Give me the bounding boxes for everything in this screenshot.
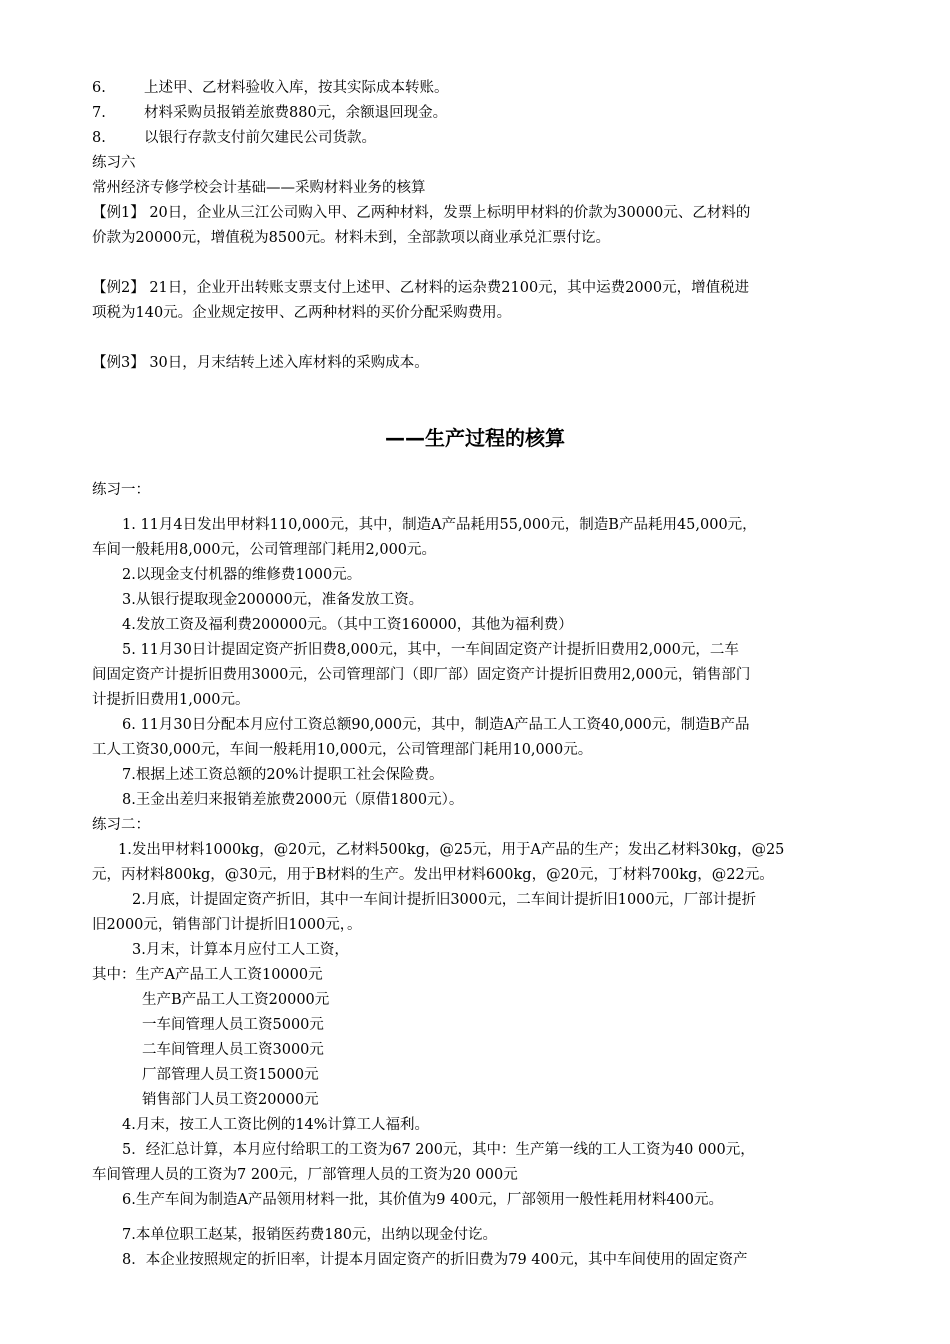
practice-1-line: 工人工资30,000元，车间一般耗用10,000元，公司管理部门耗用10,000元。 <box>92 742 593 758</box>
practice-1-line: 间固定资产计提折旧费用3000元，公司管理部门（即厂部）固定资产计提折旧费用2,000元，销售部门 <box>92 667 751 683</box>
example-2-line-1: 【例2】 21日，企业开出转账支票支付上述甲、乙材料的运杂费2100元，其中运费2000元，增值税进 <box>92 280 750 296</box>
example-1-line-2: 价款为20000元，增值税为8500元。材料未到，全部款项以商业承兑汇票付讫。 <box>92 230 611 246</box>
list-item <box>92 128 376 148</box>
exercise-subtitle: 常州经济专修学校会计基础——采购材料业务的核算 <box>92 180 426 196</box>
practice-2-line: 一车间管理人员工资5000元 <box>142 1017 324 1033</box>
practice-1-line: 1. 11月4日发出甲材料110,000元，其中，制造A产品耗用55,000元，制造B产品耗用45,000元， <box>122 517 757 533</box>
practice-2-line: 车间管理人员的工资为7 200元，厂部管理人员的工资为20 000元 <box>92 1167 518 1183</box>
practice-1-heading: 练习一： <box>92 482 150 498</box>
example-1-line-1: 【例1】 20日，企业从三江公司购入甲、乙两种材料，发票上标明甲材料的价款为30000元、乙材料的 <box>92 205 751 221</box>
item-number: 6. <box>92 80 106 96</box>
practice-2-line: 3.月末，计算本月应付工人工资， <box>132 942 349 958</box>
practice-1-line: 车间一般耗用8,000元，公司管理部门耗用2,000元。 <box>92 542 437 558</box>
practice-2-line: 6.生产车间为制造A产品领用材料一批，其价值为9 400元，厂部领用一般性耗用材料400元。 <box>122 1192 723 1208</box>
item-number: 8. <box>92 130 106 146</box>
practice-1-line: 7.根据上述工资总额的20%计提职工社会保险费。 <box>122 767 444 783</box>
practice-2-line: 8．本企业按照规定的折旧率，计提本月固定资产的折旧费为79 400元，其中车间使用的固定资产 <box>122 1252 748 1268</box>
practice-2-line: 生产B产品工人工资20000元 <box>142 992 330 1008</box>
example-2-line-2: 项税为140元。企业规定按甲、乙两种材料的买价分配采购费用。 <box>92 305 512 321</box>
item-text: 材料采购员报销差旅费880元，余额退回现金。 <box>144 105 448 121</box>
item-number: 7. <box>92 105 106 121</box>
practice-1-line: 5. 11月30日计提固定资产折旧费8,000元，其中，一车间固定资产计提折旧费用2,000元，二车 <box>122 642 739 658</box>
practice-2-line: 2.月底，计提固定资产折旧，其中一车间计提折旧3000元，二车间计提折旧1000元，厂部计提折 <box>132 892 757 908</box>
practice-2-line: 元，丙材料800kg，@30元，用于B材料的生产。发出甲材料600kg，@20元，丁材料700kg，@22元。 <box>92 867 774 883</box>
section-title: ——生产过程的核算 <box>385 426 565 450</box>
practice-2-line: 7.本单位职工赵某，报销医药费180元，出纳以现金付讫。 <box>122 1227 498 1243</box>
practice-2-line: 旧2000元，销售部门计提折旧1000元，。 <box>92 917 362 933</box>
exercise-heading: 练习六 <box>92 155 136 171</box>
practice-1-line: 2.以现金支付机器的维修费1000元。 <box>122 567 362 583</box>
practice-1-line: 4.发放工资及福利费200000元。（其中工资160000，其他为福利费） <box>122 617 573 633</box>
list-item <box>92 78 449 98</box>
practice-1-line: 计提折旧费用1,000元。 <box>92 692 250 708</box>
practice-2-line: 1.发出甲材料1000kg，@20元，乙材料500kg，@25元，用于A产品的生产；发出乙材料30kg，@25 <box>118 842 785 858</box>
list-item <box>92 103 447 123</box>
practice-2-line: 其中：生产A产品工人工资10000元 <box>92 967 323 983</box>
practice-2-line: 厂部管理人员工资15000元 <box>142 1067 319 1083</box>
practice-2-line: 销售部门人员工资20000元 <box>142 1092 319 1108</box>
practice-1-line: 6. 11月30日分配本月应付工资总额90,000元，其中，制造A产品工人工资40,000元，制造B产品 <box>122 717 750 733</box>
practice-2-line: 二车间管理人员工资3000元 <box>142 1042 324 1058</box>
practice-1-line: 8.王金出差归来报销差旅费2000元（原借1800元）。 <box>122 792 464 808</box>
practice-1-line: 3.从银行提取现金200000元，准备发放工资。 <box>122 592 424 608</box>
practice-2-line: 4.月末，按工人工资比例的14%计算工人福利。 <box>122 1117 430 1133</box>
example-3: 【例3】 30日，月末结转上述入库材料的采购成本。 <box>92 355 429 371</box>
item-text: 上述甲、乙材料验收入库，按其实际成本转账。 <box>144 80 449 96</box>
item-text: 以银行存款支付前欠建民公司货款。 <box>144 130 376 146</box>
practice-2-heading: 练习二： <box>92 817 150 833</box>
practice-2-line: 5．经汇总计算，本月应付给职工的工资为67 200元，其中：生产第一线的工人工资为40 000元， <box>122 1142 755 1158</box>
